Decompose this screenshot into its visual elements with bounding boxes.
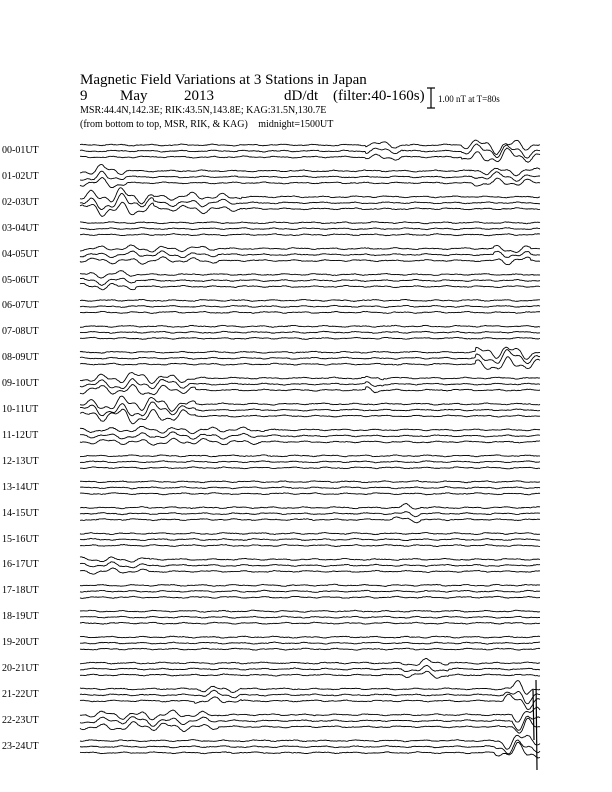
trace-rik-17-18ut [80,590,540,592]
trace-kag-10-11ut [80,396,540,411]
trace-kag-00-01ut [80,140,540,154]
scale-bar [427,88,435,108]
row-label: 18-19UT [2,611,39,623]
trace-kag-02-03ut [80,188,540,204]
trace-rik-21-22ut [80,690,540,704]
date-month: May [120,88,148,104]
trace-rik-01-02ut [80,171,540,181]
trace-msr-05-06ut [80,283,540,289]
trace-rik-20-21ut [80,665,540,671]
trace-kag-05-06ut [80,271,540,279]
trace-kag-14-15ut [80,503,540,509]
row-label: 16-17UT [2,559,39,571]
trace-msr-20-21ut [80,671,540,678]
row-label: 10-11UT [2,404,39,415]
trace-msr-02-03ut [80,202,540,216]
trace-rik-05-06ut [80,278,540,285]
trace-rik-06-07ut [80,305,540,307]
trace-kag-11-12ut [80,426,540,433]
midnight-note: midnight=1500UT [258,119,334,130]
row-label: 04-05UT [2,248,39,260]
trace-rik-11-12ut [80,432,540,439]
order-text: (from bottom to top, MSR, RIK, & KAG) [80,119,248,130]
row-label: 06-07UT [2,300,39,312]
row-label: 13-14UT [2,481,39,493]
row-label: 12-13UT [2,455,39,467]
trace-msr-10-11ut [80,409,540,424]
trace-group [80,140,540,770]
trace-rik-03-04ut [80,228,540,230]
trace-kag-03-04ut [80,222,540,224]
trace-kag-19-20ut [80,636,540,638]
large-spike-trace [533,680,537,770]
trace-kag-15-16ut [80,532,540,534]
trace-rik-13-14ut [80,487,540,489]
trace-kag-04-05ut [80,245,540,253]
trace-kag-21-22ut [80,681,540,695]
trace-rik-09-10ut [80,379,540,389]
station-coordinates: MSR:44.4N,142.3E; RIK:43.5N,143.8E; KAG:31.5N,130.7E [80,105,327,116]
trace-msr-06-07ut [80,311,540,313]
trace-msr-14-15ut [80,517,540,523]
trace-rik-07-08ut [80,331,540,333]
trace-kag-22-23ut [80,707,540,722]
trace-kag-13-14ut [80,481,540,483]
trace-kag-07-08ut [80,325,540,327]
trace-msr-13-14ut [80,493,540,495]
trace-kag-01-02ut [80,165,540,176]
row-label: 01-02UT [2,170,39,182]
trace-kag-20-21ut [80,658,540,665]
trace-msr-16-17ut [80,568,540,574]
trace-rik-19-20ut [80,642,540,644]
trace-rik-04-05ut [80,251,540,258]
chart-title: Magnetic Field Variations at 3 Stations in Japan [80,72,367,88]
row-label: 11-12UT [2,429,39,441]
trace-rik-15-16ut [80,538,540,540]
trace-msr-03-04ut [80,234,540,236]
trace-msr-01-02ut [80,178,540,188]
trace-msr-15-16ut [80,544,540,546]
trace-kag-17-18ut [80,584,540,586]
row-label: 23-24UT [2,740,39,752]
trace-rik-12-13ut [80,461,540,463]
trace-msr-07-08ut [80,337,540,339]
row-label: 20-21UT [2,663,39,674]
trace-kag-12-13ut [80,455,540,457]
trace-rik-16-17ut [80,562,540,568]
row-label: 03-04UT [2,222,39,234]
row-label: 02-03UT [2,196,39,208]
trace-rik-18-19ut [80,616,540,618]
trace-kag-08-09ut [80,347,540,359]
trace-msr-18-19ut [80,622,540,624]
trace-msr-12-13ut [80,467,540,469]
trace-kag-18-19ut [80,610,540,612]
trace-rik-14-15ut [80,512,540,517]
row-label: 22-23UT [2,714,39,726]
row-label: 00-01UT [2,145,39,156]
trace-msr-19-20ut [80,648,540,650]
trace-kag-16-17ut [80,557,540,562]
row-label: 19-20UT [2,637,39,649]
scale-label: 1.00 nT at T=80s [438,94,500,104]
trace-rik-23-24ut [80,740,540,754]
row-label: 21-22UT [2,688,39,700]
trace-msr-11-12ut [80,438,540,445]
row-label: 07-08UT [2,326,39,338]
trace-msr-04-05ut [80,257,540,265]
trace-msr-23-24ut [80,742,540,758]
row-label: 05-06UT [2,274,39,286]
row-label: 08-09UT [2,352,39,364]
quantity-label: dD/dt [284,88,319,104]
trace-kag-06-07ut [80,299,540,301]
trace-kag-09-10ut [80,372,540,383]
filter-label: (filter:40-160s) [333,88,425,104]
row-label: 17-18UT [2,585,39,597]
date-day: 9 [80,88,88,104]
row-label: 14-15UT [2,507,39,519]
date-year: 2013 [184,88,214,104]
trace-msr-17-18ut [80,596,540,598]
row-label: 15-16UT [2,533,39,545]
trace-msr-21-22ut [80,694,540,709]
row-label: 09-10UT [2,378,39,390]
